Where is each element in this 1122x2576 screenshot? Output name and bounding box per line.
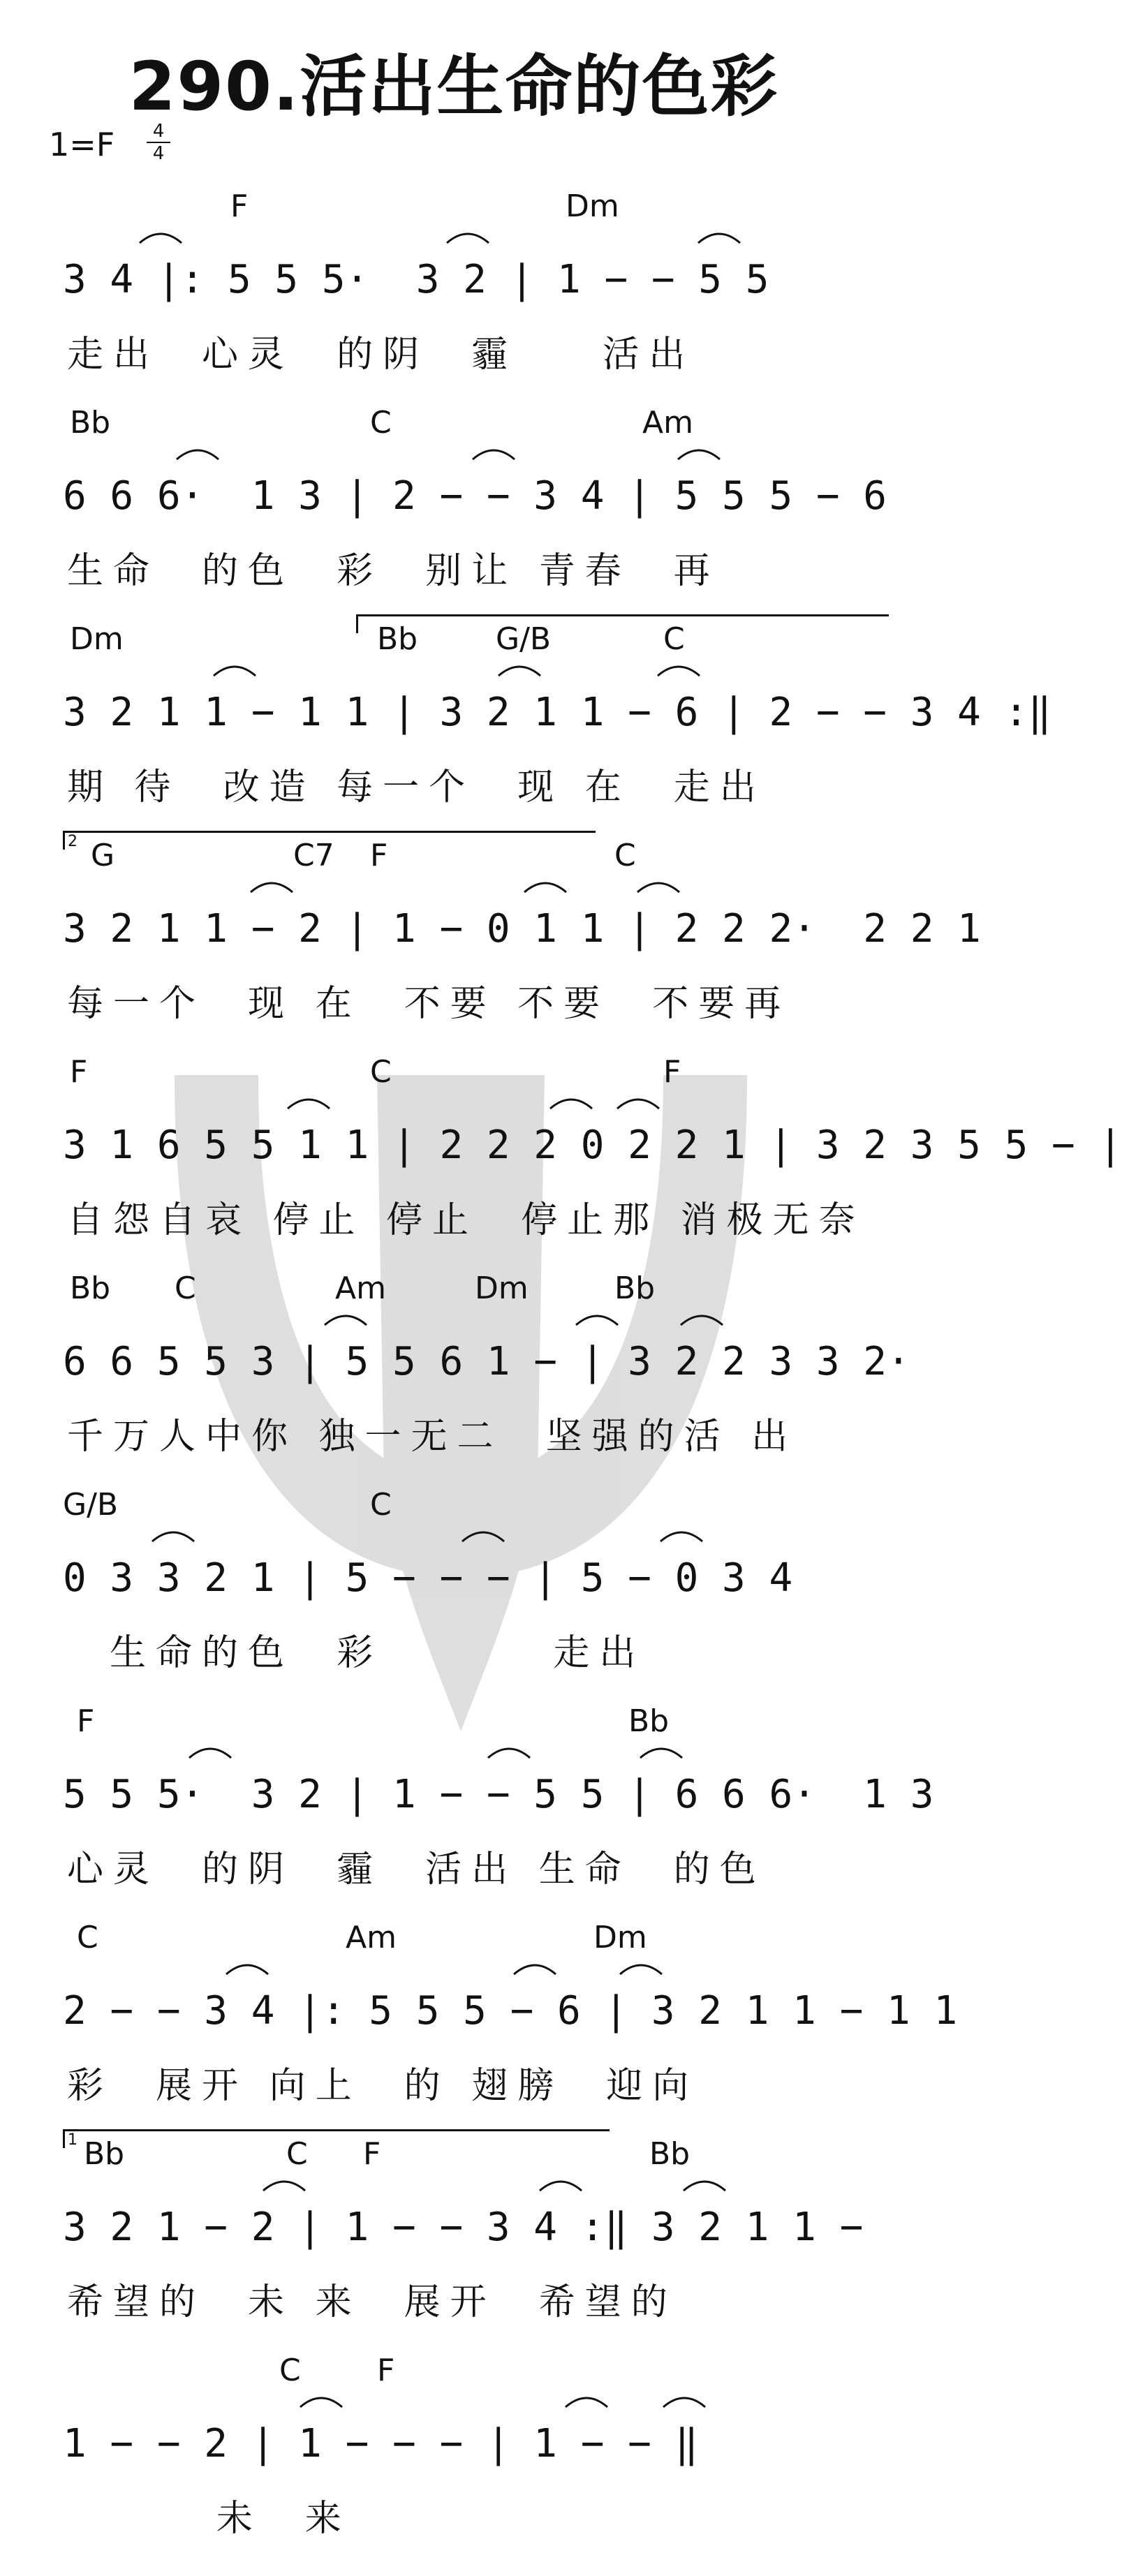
slur-arc [251, 883, 293, 892]
chord-symbol: F [363, 2136, 381, 2172]
slur-arc [660, 1532, 702, 1541]
chord-symbol: C [663, 621, 685, 657]
slur-arc [576, 1316, 618, 1325]
key-signature: 1=F [49, 126, 115, 163]
chord-symbol: C [370, 1487, 392, 1523]
chord-symbol: C [175, 1271, 196, 1306]
meter-top: 4 [152, 121, 165, 142]
note-line: 6 6 5 5 3 | 5 5 6 1 − | 3 2 2 3 3 2· [63, 1338, 910, 1384]
slur-arc [640, 1749, 682, 1758]
lyric-line: 千万人中你 独一无二 坚强的活 出 [67, 1416, 798, 1458]
slur-arc [300, 2398, 342, 2407]
score-system-3 [0, 614, 1052, 845]
note-line: 3 2 1 1 − 1 1 | 3 2 1 1 − 6 | 2 − − 3 4 :‖ [63, 689, 1052, 735]
score-system-8 [0, 1696, 934, 1927]
chord-symbol: F [70, 1054, 88, 1090]
chord-symbol: C [286, 2136, 308, 2172]
slur-arc [566, 2398, 607, 2407]
note-line: 3 4 |: 5 5 5· 3 2 | 1 − − 5 5 [63, 256, 769, 302]
slur-marks [0, 2129, 908, 2360]
lyric-line: 期 待 改造 每一个 现 在 走出 [67, 767, 766, 808]
chord-symbol: F [663, 1054, 681, 1090]
chord-symbol: C [279, 2353, 301, 2388]
slur-arc [550, 1100, 592, 1109]
chord-symbol: F [370, 838, 388, 873]
chord-symbol: Am [335, 1271, 386, 1306]
chord-symbol: Am [346, 1920, 397, 1955]
slur-arc [177, 450, 219, 459]
slur-arc [288, 1100, 330, 1109]
slur-arc [663, 2398, 705, 2407]
chord-symbol: Dm [593, 1920, 647, 1955]
chord-symbol: Am [642, 405, 693, 441]
slur-marks [0, 2346, 908, 2576]
chord-symbol: F [77, 1703, 95, 1739]
chord-symbol: G/B [496, 621, 552, 657]
lyric-line: 生命 的色 彩 别让 青春 再 [67, 550, 720, 592]
chord-symbol: F [230, 188, 249, 224]
volta-number: 1 [68, 2131, 77, 2149]
slur-marks [0, 1047, 1122, 1278]
lyric-line: 心灵 的阴 霾 活出 生命 的色 [67, 1849, 766, 1890]
slur-arc [698, 234, 740, 243]
slur-marks [0, 614, 1052, 845]
slur-arc [214, 667, 256, 676]
score-system-9 [0, 1913, 958, 2143]
note-line: 6 6 6· 1 3 | 2 − − 3 4 | 5 5 5 − 6 [63, 473, 887, 519]
score-system-7 [0, 1480, 908, 1710]
chord-symbol: C [370, 405, 392, 441]
slur-arc [140, 234, 182, 243]
song-title: 290.活出生命的色彩 [128, 47, 779, 126]
chord-symbol: C7 [293, 838, 334, 873]
lyric-line: 希望的 未 来 展开 希望的 [67, 2281, 677, 2323]
score-system-11 [0, 2346, 908, 2576]
note-line: 0 3 3 2 1 | 5 − − − | 5 − 0 3 4 [63, 1555, 793, 1601]
score-system-4 [0, 831, 981, 1061]
chord-symbol: C [370, 1054, 392, 1090]
chord-symbol: Bb [649, 2136, 691, 2172]
score-system-5 [0, 1047, 1122, 1278]
slur-marks [0, 182, 908, 412]
note-line: 3 2 1 − 2 | 1 − − 3 4 :‖ 3 2 1 1 − [63, 2204, 864, 2250]
lyric-line: 每一个 现 在 不要 不要 不要再 [67, 983, 791, 1025]
note-line: 3 1 6 5 5 1 1 | 2 2 2 0 2 2 1 | 3 2 3 5 5 − | [63, 1122, 1122, 1168]
slur-arc [226, 1965, 268, 1974]
lyric-line: 走出 心灵 的阴 霾 活出 [67, 334, 695, 376]
slur-arc [152, 1532, 194, 1541]
slur-marks [0, 1913, 958, 2143]
chord-symbol: G/B [63, 1487, 119, 1523]
volta-number: 2 [68, 833, 77, 850]
slur-arc [684, 2182, 725, 2191]
note-line: 2 − − 3 4 |: 5 5 5 − 6 | 3 2 1 1 − 1 1 [63, 1987, 958, 2034]
chord-symbol: Bb [377, 621, 418, 657]
chord-symbol: Dm [475, 1271, 529, 1306]
slur-arc [540, 2182, 582, 2191]
chord-symbol: Dm [70, 621, 124, 657]
slur-arc [637, 883, 679, 892]
lyric-line: 未 来 [67, 2498, 351, 2540]
chord-symbol: C [614, 838, 636, 873]
chord-symbol: Dm [566, 188, 619, 224]
slur-arc [658, 667, 700, 676]
slur-arc [189, 1749, 231, 1758]
slur-arc [524, 883, 566, 892]
slur-arc [514, 1965, 556, 1974]
chord-symbol: G [91, 838, 115, 873]
chord-symbol: Bb [70, 1271, 111, 1306]
chord-symbol: Bb [614, 1271, 656, 1306]
score-system-1 [0, 182, 908, 412]
score-system-10 [0, 2129, 908, 2360]
slur-arc [499, 667, 540, 676]
slur-arc [473, 450, 515, 459]
slur-marks [0, 831, 981, 1061]
note-line: 3 2 1 1 − 2 | 1 − 0 1 1 | 2 2 2· 2 2 1 [63, 905, 981, 952]
lyric-line: 自怨自哀 停止 停止 停止那 消极无奈 [67, 1199, 865, 1241]
meter-bottom: 4 [152, 143, 165, 164]
slur-marks [0, 1264, 908, 1494]
lyric-line: 生命的色 彩 走出 [67, 1632, 646, 1674]
score-system-6 [0, 1264, 908, 1494]
chord-symbol: Bb [628, 1703, 670, 1739]
chord-symbol: C [77, 1920, 98, 1955]
slur-arc [620, 1965, 662, 1974]
chord-symbol: F [377, 2353, 395, 2388]
slur-arc [462, 1532, 504, 1541]
slur-marks [0, 398, 908, 628]
chord-symbol: Bb [70, 405, 111, 441]
time-signature [147, 121, 170, 163]
note-line: 1 − − 2 | 1 − − − | 1 − − ‖ [63, 2420, 699, 2466]
score-system-2 [0, 398, 908, 628]
slur-marks [0, 1480, 908, 1710]
slur-arc [263, 2182, 305, 2191]
slur-arc [678, 450, 720, 459]
note-line: 5 5 5· 3 2 | 1 − − 5 5 | 6 6 6· 1 3 [63, 1771, 934, 1817]
slur-arc [681, 1316, 723, 1325]
slur-arc [325, 1316, 367, 1325]
chord-symbol: Bb [84, 2136, 125, 2172]
lyric-line: 彩 展开 向上 的 翅膀 迎向 [67, 2065, 699, 2107]
slur-arc [447, 234, 489, 243]
slur-marks [0, 1696, 934, 1927]
slur-arc [617, 1100, 659, 1109]
slur-arc [488, 1749, 530, 1758]
